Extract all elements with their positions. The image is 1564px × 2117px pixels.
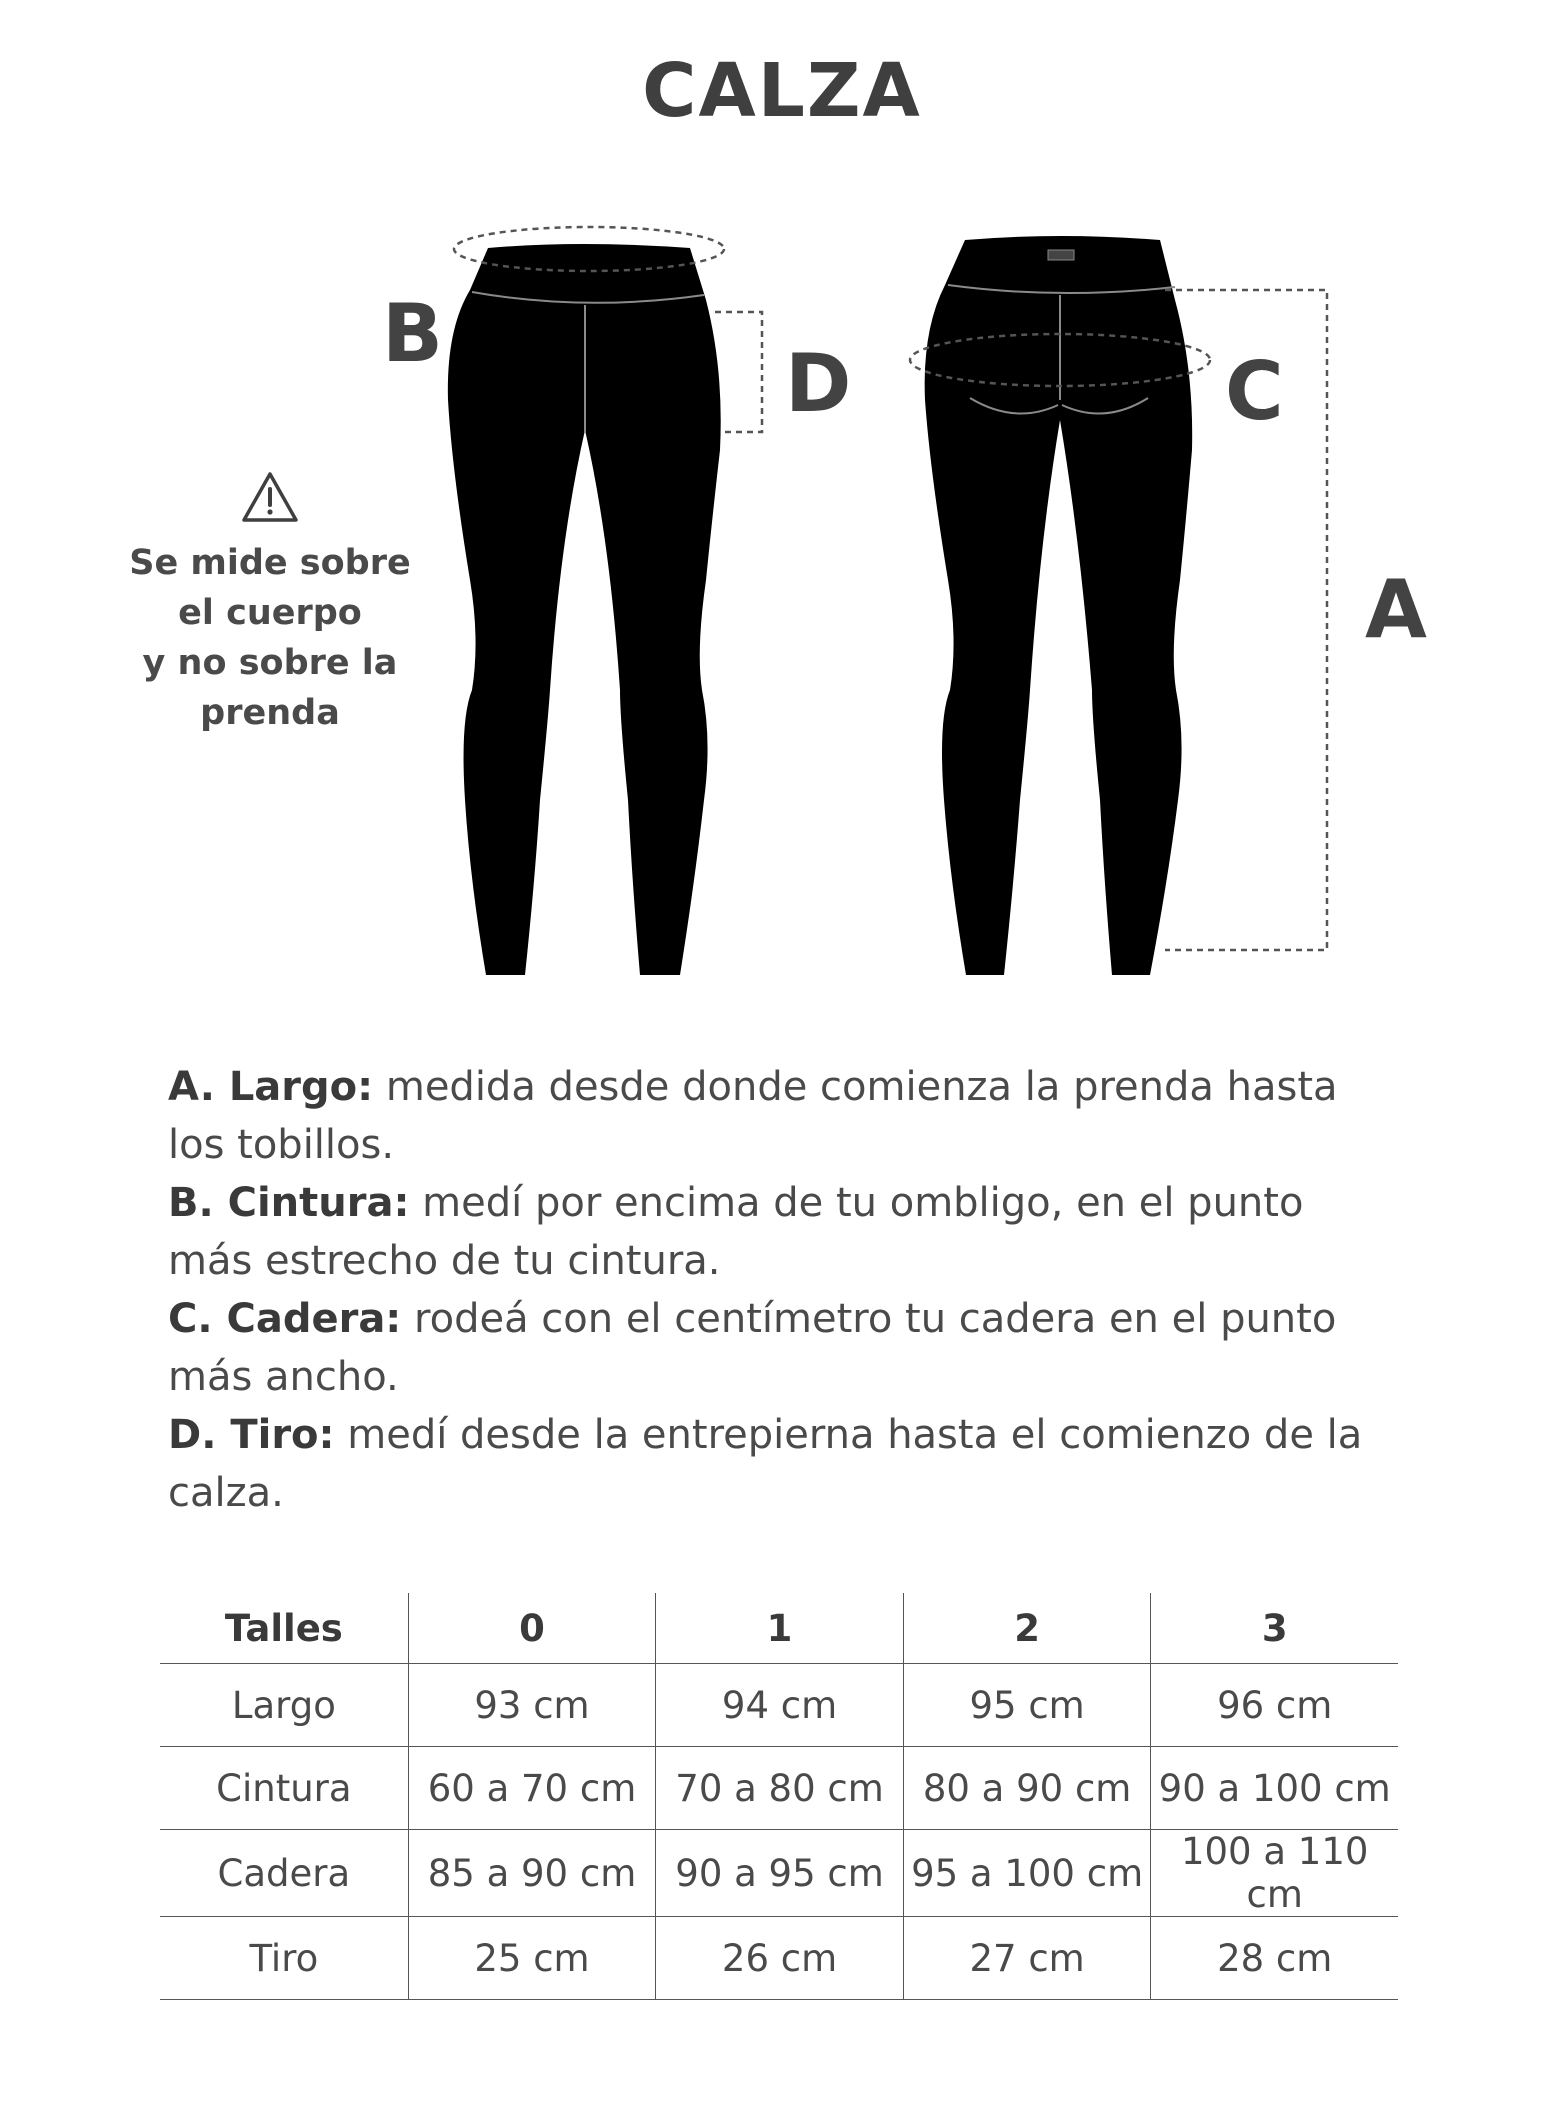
table-cell: 94 cm xyxy=(656,1664,904,1747)
table-header-cell: 2 xyxy=(903,1593,1151,1664)
table-header-cell: 1 xyxy=(656,1593,904,1664)
definition-tiro xyxy=(168,1406,1368,1522)
warning-text-line: prenda xyxy=(200,693,340,733)
definition-text: medí desde la entrepierna hasta el comienzo de la calza. xyxy=(168,1412,1363,1516)
warning-text-line: Se mide sobre xyxy=(129,543,411,583)
leggings-front-view xyxy=(448,227,762,975)
table-cell: 70 a 80 cm xyxy=(656,1747,904,1830)
label-a: A xyxy=(1365,563,1427,656)
back-brand-tag xyxy=(1048,250,1074,260)
table-row-label: Tiro xyxy=(160,1917,408,2000)
table-cell: 26 cm xyxy=(656,1917,904,2000)
warning-text-line: y no sobre la xyxy=(142,643,398,683)
table-cell: 60 a 70 cm xyxy=(408,1747,656,1830)
size-table xyxy=(160,1593,1398,2000)
table-row xyxy=(160,1664,1398,1747)
definition-largo xyxy=(168,1058,1368,1174)
table-cell: 85 a 90 cm xyxy=(408,1830,656,1917)
label-b: B xyxy=(382,287,443,380)
table-cell: 90 a 95 cm xyxy=(656,1830,904,1917)
table-header-cell: 3 xyxy=(1151,1593,1398,1664)
table-cell: 90 a 100 cm xyxy=(1151,1747,1398,1830)
table-cell: 95 a 100 cm xyxy=(903,1830,1151,1917)
label-d: D xyxy=(785,337,852,430)
table-cell: 96 cm xyxy=(1151,1664,1398,1747)
table-header-cell: 0 xyxy=(408,1593,656,1664)
definition-text: rodeá con el centímetro tu cadera en el punto más ancho. xyxy=(168,1296,1337,1400)
table-row xyxy=(160,1747,1398,1830)
warning-text-line: el cuerpo xyxy=(178,593,362,633)
table-cell: 27 cm xyxy=(903,1917,1151,2000)
table-row-label: Largo xyxy=(160,1664,408,1747)
definition-cadera xyxy=(168,1290,1368,1406)
back-leggings-shape xyxy=(925,236,1193,975)
definition-cintura xyxy=(168,1174,1368,1290)
table-row-label: Cadera xyxy=(160,1830,408,1917)
table-row xyxy=(160,1830,1398,1917)
page-title: CALZA xyxy=(642,48,922,134)
definition-term: C. Cadera: xyxy=(168,1296,402,1342)
table-cell: 100 a 110 cm xyxy=(1151,1830,1398,1917)
table-cell: 28 cm xyxy=(1151,1917,1398,2000)
definition-text: medí por encima de tu ombligo, en el punto más estrecho de tu cintura. xyxy=(168,1180,1304,1284)
measurement-definitions xyxy=(168,1058,1368,1522)
label-c: C xyxy=(1225,345,1284,438)
definition-term: A. Largo: xyxy=(168,1064,374,1110)
definition-term: D. Tiro: xyxy=(168,1412,335,1458)
table-cell: 80 a 90 cm xyxy=(903,1747,1151,1830)
table-row xyxy=(160,1917,1398,2000)
warning-triangle-icon xyxy=(240,470,300,524)
table-cell: 95 cm xyxy=(903,1664,1151,1747)
definition-term: B. Cintura: xyxy=(168,1180,410,1226)
definition-text: medida desde donde comienza la prenda hasta los tobillos. xyxy=(168,1064,1338,1168)
table-cell: 25 cm xyxy=(408,1917,656,2000)
table-cell: 93 cm xyxy=(408,1664,656,1747)
table-row-label: Cintura xyxy=(160,1747,408,1830)
table-header-cell: Talles xyxy=(160,1593,408,1664)
warning-note xyxy=(100,470,440,738)
table-header-row xyxy=(160,1593,1398,1664)
rise-measure-bracket xyxy=(715,312,762,432)
